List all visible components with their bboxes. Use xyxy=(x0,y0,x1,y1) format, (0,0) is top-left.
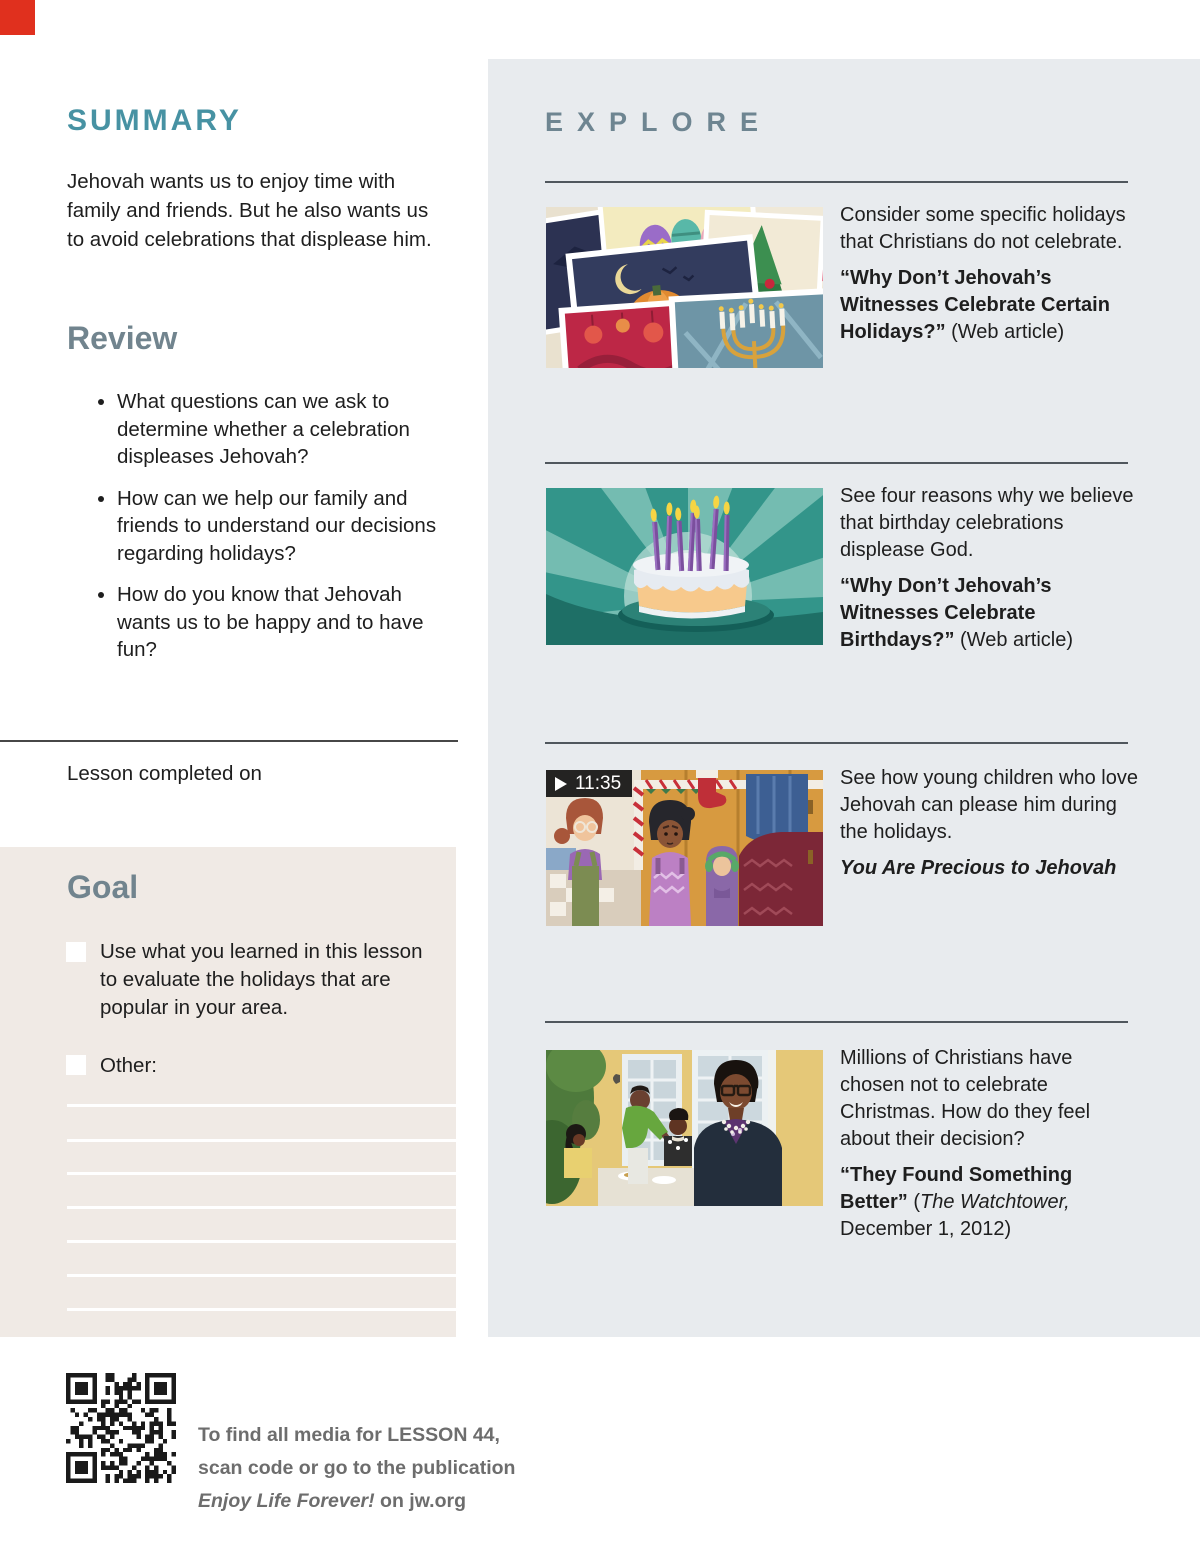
writing-line[interactable] xyxy=(67,1206,456,1209)
goal-title: Goal xyxy=(67,869,139,905)
explore-divider xyxy=(545,742,1128,744)
writing-line[interactable] xyxy=(67,1104,456,1107)
summary-text: Jehovah wants us to enjoy time with family and friends. But he also wants us to avoid celebrations that displease him. xyxy=(67,170,432,251)
video-duration-badge xyxy=(546,770,632,797)
publication-title-text: “They Found Something Better” xyxy=(840,1164,1073,1213)
explore-item xyxy=(840,765,1142,882)
publication-title xyxy=(840,265,1142,346)
publication-note: (Web article) xyxy=(945,321,1065,343)
review-title: Review xyxy=(67,320,178,356)
video-duration: 11:35 xyxy=(575,772,622,794)
qr-caption-line2: scan code or go to the publication xyxy=(198,1457,516,1479)
review-item: • How do you know that Jehovah wants us to be happy and to have fun? xyxy=(117,581,450,664)
article-thumbnail-birthday-cake[interactable] xyxy=(546,488,823,645)
explore-divider xyxy=(545,462,1128,464)
qr-caption xyxy=(198,1419,528,1518)
writing-line[interactable] xyxy=(67,1274,456,1277)
explore-divider xyxy=(545,1021,1128,1023)
publication-note-pre: ( xyxy=(907,1191,921,1213)
explore-item xyxy=(840,1045,1142,1243)
publication-note-date: December 1, 2012) xyxy=(840,1218,1012,1240)
publication-title-text: “Why Don’t Jehovah’s Witnesses Celebrate Certain Holidays?” xyxy=(840,267,1110,343)
writing-line[interactable] xyxy=(67,1308,456,1311)
publication-title xyxy=(840,573,1142,654)
goal-option-1-label: Use what you learned in this lesson to evaluate the holidays that are popular in your area. xyxy=(100,940,423,1019)
writing-line[interactable] xyxy=(67,1139,456,1142)
goal-option-2-label: Other: xyxy=(100,1054,157,1077)
video-title: You Are Precious to Jehovah xyxy=(840,857,1117,879)
item-description: Millions of Christians have chosen not to celebrate Christmas. How do they feel about their decision? xyxy=(840,1047,1091,1150)
explore-title: EXPLORE xyxy=(545,107,773,137)
photo-thumbnail-family[interactable] xyxy=(546,1050,823,1206)
qr-code xyxy=(66,1373,176,1483)
kid-headphones xyxy=(705,846,739,926)
review-item: • How can we help our family and friends to understand our decisions regarding holidays? xyxy=(117,485,450,568)
item-description: Consider some specific holidays that Christians do not celebrate. xyxy=(840,204,1126,253)
publication-title xyxy=(840,1162,1142,1243)
menorah-card xyxy=(672,291,823,368)
girl-center xyxy=(649,800,695,926)
writing-line[interactable] xyxy=(67,1172,456,1175)
explore-divider xyxy=(545,181,1128,183)
review-list xyxy=(90,388,450,678)
lesson-completed-label: Lesson completed on xyxy=(67,762,262,785)
publication-note: (Web article) xyxy=(954,629,1074,651)
explore-item xyxy=(840,483,1142,654)
goal-checkbox-2[interactable] xyxy=(66,1055,86,1075)
qr-caption-line3 xyxy=(198,1485,528,1518)
completed-divider xyxy=(0,740,458,742)
review-item: • What questions can we ask to determine whether a celebration displeases Jehovah? xyxy=(117,388,450,471)
qr-caption-line3-rest: on jw.org xyxy=(374,1490,466,1512)
publication-name: Enjoy Life Forever! xyxy=(198,1490,375,1512)
goal-checkbox-1[interactable] xyxy=(66,942,86,962)
candy-cane-frame xyxy=(634,780,643,870)
qr-caption-line1: To find all media for LESSON 44, xyxy=(198,1424,500,1446)
red-corner-marker xyxy=(0,0,35,35)
explore-panel xyxy=(488,59,1200,1337)
item-description: See how young children who love Jehovah can please him during the holidays. xyxy=(840,767,1138,843)
writing-line[interactable] xyxy=(67,1240,456,1243)
goal-panel xyxy=(0,847,456,1337)
publication-note-magazine: The Watchtower, xyxy=(920,1191,1070,1213)
article-thumbnail-holiday-collage[interactable] xyxy=(546,207,823,368)
summary-title: SUMMARY xyxy=(67,104,242,137)
play-icon xyxy=(555,777,567,791)
item-description: See four reasons why we believe that birthday celebrations displease God. xyxy=(840,485,1134,561)
explore-item xyxy=(840,202,1142,346)
publication-title-text: “Why Don’t Jehovah’s Witnesses Celebrate Birthdays?” xyxy=(840,575,1052,651)
